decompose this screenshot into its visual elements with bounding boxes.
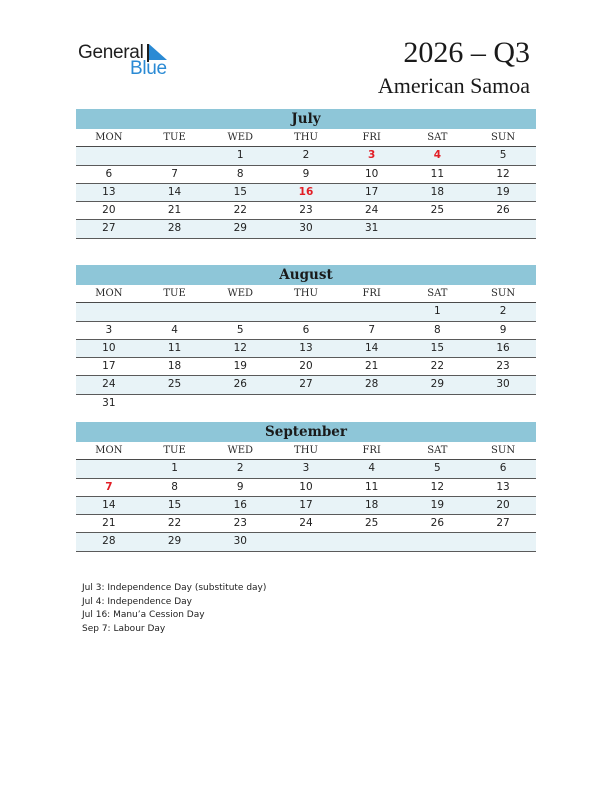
date-cell: 2 xyxy=(499,305,507,318)
date-cell: 15 xyxy=(167,498,182,511)
week-row xyxy=(76,460,536,478)
date-cell: 18 xyxy=(364,498,379,511)
date-cell xyxy=(339,533,405,550)
weekday-label: SAT xyxy=(427,132,448,143)
date-cell: 24 xyxy=(299,517,313,530)
month-august xyxy=(76,265,536,412)
date-cell: 22 xyxy=(167,517,182,530)
date-cell: 31 xyxy=(364,222,379,235)
date-cell: 19 xyxy=(496,185,510,198)
date-cell: 9 xyxy=(499,323,507,336)
weekday-label: MON xyxy=(95,445,123,456)
date-cell: 31 xyxy=(102,396,116,409)
month-header: August xyxy=(76,265,536,285)
weekday-label: WED xyxy=(227,132,254,143)
date-cell: 4 xyxy=(171,323,178,336)
date-cell: 8 xyxy=(236,167,244,180)
brand-name-blue: Blue xyxy=(130,58,167,79)
date-cell: 15 xyxy=(233,185,247,198)
date-cell: 13 xyxy=(299,341,313,354)
date-cell xyxy=(470,533,536,550)
date-cell: 6 xyxy=(105,167,113,180)
date-cell xyxy=(470,395,536,412)
date-cell xyxy=(142,147,208,164)
week-row xyxy=(76,533,536,551)
weekday-label: THU xyxy=(294,445,318,456)
date-cell: 17 xyxy=(299,498,313,511)
date-cell: 10 xyxy=(299,480,313,493)
date-cell: 14 xyxy=(364,341,379,354)
date-cell xyxy=(142,395,208,412)
week-row xyxy=(76,497,536,515)
date-cell xyxy=(76,460,142,477)
week-row xyxy=(76,322,536,340)
date-cell: 9 xyxy=(236,480,244,493)
date-cell: 27 xyxy=(102,222,116,235)
date-cell: 12 xyxy=(233,341,247,354)
date-cell: 10 xyxy=(102,341,116,354)
date-cell: 25 xyxy=(364,517,379,530)
date-cell: 5 xyxy=(236,323,244,336)
week-row xyxy=(76,395,536,412)
weekday-label: THU xyxy=(294,132,318,143)
date-cell: 3 xyxy=(302,462,310,475)
date-cell: 30 xyxy=(496,378,510,391)
week-row xyxy=(76,479,536,497)
date-cell: 23 xyxy=(299,204,313,217)
weekday-label: SUN xyxy=(491,132,516,143)
week-row xyxy=(76,358,536,376)
date-cell: 25 xyxy=(167,378,182,391)
date-cell: 22 xyxy=(430,360,445,373)
holiday-date-cell: 7 xyxy=(105,480,113,493)
week-row xyxy=(76,220,536,238)
date-cell xyxy=(273,303,339,320)
date-cell: 21 xyxy=(102,517,116,530)
date-cell: 29 xyxy=(167,535,182,548)
date-cell: 7 xyxy=(368,323,375,336)
page-subtitle: American Samoa xyxy=(377,73,530,98)
date-cell: 5 xyxy=(499,149,507,162)
date-cell xyxy=(76,147,142,164)
holiday-note: Jul 4: Independence Day xyxy=(82,596,192,607)
holiday-date-cell: 16 xyxy=(298,185,314,198)
date-cell: 12 xyxy=(430,480,445,493)
date-cell: 27 xyxy=(299,378,313,391)
weekday-label: FRI xyxy=(362,288,381,299)
weekday-label: FRI xyxy=(362,445,381,456)
weekday-label: SUN xyxy=(491,288,516,299)
weekday-label: WED xyxy=(227,288,254,299)
date-cell: 17 xyxy=(102,360,116,373)
date-cell: 17 xyxy=(364,185,379,198)
week-row xyxy=(76,376,536,394)
date-cell: 20 xyxy=(102,204,116,217)
brand-logo xyxy=(78,40,178,80)
date-cell: 11 xyxy=(430,167,445,180)
date-cell: 21 xyxy=(167,204,182,217)
weekday-header-row xyxy=(76,129,536,147)
holiday-date-cell: 4 xyxy=(433,149,442,162)
week-row xyxy=(76,166,536,184)
weekday-label: SUN xyxy=(491,445,516,456)
month-header: September xyxy=(76,422,536,442)
date-cell: 13 xyxy=(102,185,116,198)
date-cell xyxy=(405,220,471,237)
date-cell: 14 xyxy=(102,498,116,511)
date-cell: 6 xyxy=(302,323,310,336)
date-cell: 11 xyxy=(364,480,379,493)
date-cell: 13 xyxy=(496,480,510,493)
date-cell: 27 xyxy=(496,517,510,530)
week-row xyxy=(76,147,536,165)
weekday-header-row xyxy=(76,285,536,303)
date-cell: 29 xyxy=(430,378,445,391)
date-cell: 19 xyxy=(430,498,445,511)
date-cell: 3 xyxy=(105,323,113,336)
date-cell: 25 xyxy=(430,204,445,217)
date-cell: 2 xyxy=(302,149,310,162)
date-cell xyxy=(142,303,208,320)
holiday-note: Jul 3: Independence Day (substitute day) xyxy=(82,583,267,593)
date-cell: 1 xyxy=(171,462,178,475)
weekday-label: FRI xyxy=(362,132,381,143)
date-cell: 4 xyxy=(368,462,375,475)
date-cell: 8 xyxy=(434,323,441,336)
date-cell: 26 xyxy=(233,378,247,391)
week-row xyxy=(76,202,536,220)
weekday-label: WED xyxy=(227,445,254,456)
weekday-label: TUE xyxy=(163,288,186,299)
week-row xyxy=(76,303,536,321)
month-september xyxy=(76,422,536,552)
date-cell: 29 xyxy=(233,222,247,235)
date-cell: 14 xyxy=(167,185,182,198)
date-cell: 18 xyxy=(167,360,182,373)
page-title: 2026 – Q3 xyxy=(403,36,530,69)
date-cell: 16 xyxy=(233,498,247,511)
date-cell: 24 xyxy=(364,204,379,217)
date-cell: 10 xyxy=(364,167,379,180)
brand-name-general: General xyxy=(78,42,144,63)
date-cell: 5 xyxy=(434,462,441,475)
date-cell: 20 xyxy=(299,360,313,373)
date-cell: 2 xyxy=(236,462,244,475)
date-cell xyxy=(207,395,273,412)
weekday-header-row xyxy=(76,442,536,460)
date-cell xyxy=(470,220,536,237)
date-cell: 1 xyxy=(434,305,441,318)
date-cell: 28 xyxy=(364,378,379,391)
weekday-label: TUE xyxy=(163,445,186,456)
date-cell: 6 xyxy=(499,462,507,475)
date-cell: 16 xyxy=(496,341,510,354)
date-cell xyxy=(339,303,405,320)
date-cell: 28 xyxy=(102,535,116,548)
weekday-label: MON xyxy=(95,132,123,143)
date-cell: 9 xyxy=(302,167,310,180)
date-cell: 19 xyxy=(233,360,247,373)
weekday-label: SAT xyxy=(427,445,448,456)
weekday-label: TUE xyxy=(163,132,186,143)
holiday-notes xyxy=(82,582,266,636)
date-cell: 23 xyxy=(496,360,510,373)
date-cell: 21 xyxy=(364,360,379,373)
date-cell xyxy=(273,533,339,550)
holiday-note: Jul 16: Manu’a Cession Day xyxy=(82,610,205,620)
date-cell: 11 xyxy=(167,341,182,354)
weekday-label: SAT xyxy=(427,288,448,299)
date-cell: 18 xyxy=(430,185,445,198)
date-cell: 8 xyxy=(171,480,178,493)
date-cell xyxy=(339,395,405,412)
weekday-label: THU xyxy=(294,288,318,299)
date-cell: 26 xyxy=(496,204,510,217)
date-cell: 23 xyxy=(233,517,247,530)
month-july xyxy=(76,109,536,239)
date-cell: 7 xyxy=(171,167,178,180)
weekday-label: MON xyxy=(95,288,123,299)
date-cell: 1 xyxy=(236,149,244,162)
week-row xyxy=(76,515,536,533)
date-cell: 20 xyxy=(496,498,510,511)
date-cell: 22 xyxy=(233,204,247,217)
date-cell: 15 xyxy=(430,341,445,354)
date-cell: 30 xyxy=(299,222,313,235)
holiday-date-cell: 3 xyxy=(368,149,376,162)
date-cell: 28 xyxy=(167,222,182,235)
month-header: July xyxy=(76,109,536,129)
holiday-note: Sep 7: Labour Day xyxy=(82,623,166,634)
week-row xyxy=(76,340,536,358)
date-cell: 24 xyxy=(102,378,116,391)
date-cell xyxy=(405,533,471,550)
date-cell: 26 xyxy=(430,517,445,530)
date-cell xyxy=(405,395,471,412)
date-cell: 12 xyxy=(496,167,510,180)
date-cell xyxy=(76,303,142,320)
date-cell xyxy=(273,395,339,412)
date-cell xyxy=(207,303,273,320)
date-cell: 30 xyxy=(233,535,247,548)
week-row xyxy=(76,184,536,202)
